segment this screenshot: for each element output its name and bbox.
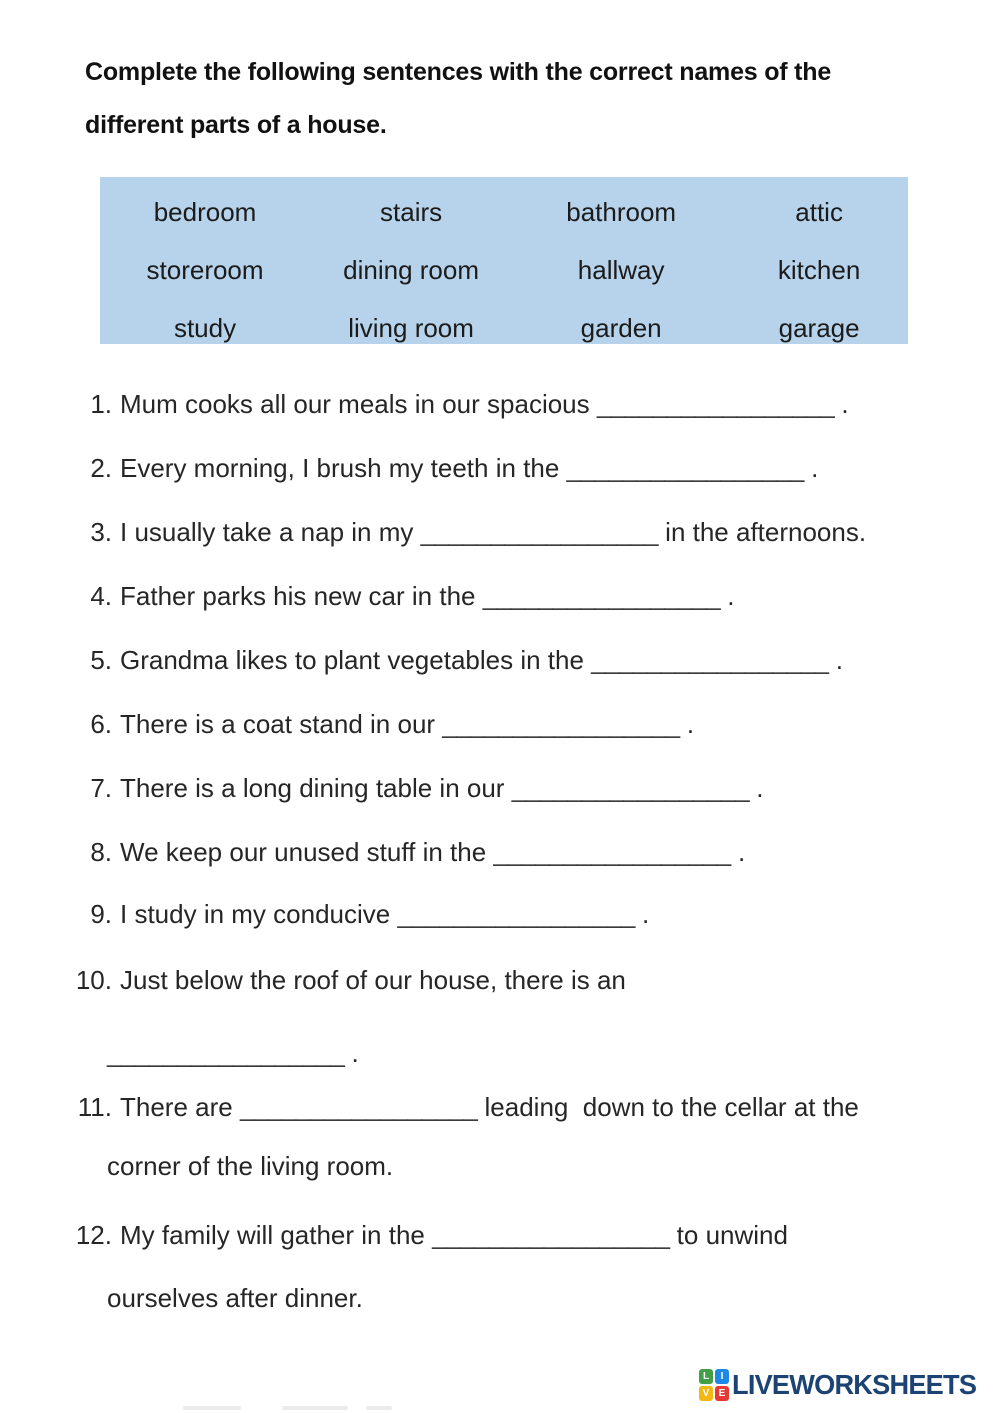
question-11-continuation: [107, 1151, 393, 1182]
answer-blank-5[interactable]: _________________: [591, 645, 829, 675]
question-text: corner of the living room.: [107, 1151, 394, 1181]
question-8: [0, 837, 745, 868]
answer-blank-9[interactable]: _________________: [397, 899, 635, 929]
word-bank-item: dining room: [343, 254, 479, 285]
answer-blank-10[interactable]: _________________: [107, 1038, 345, 1068]
question-number: 10.: [75, 965, 112, 995]
answer-blank-6[interactable]: _________________: [442, 709, 680, 739]
question-number: 6.: [90, 709, 112, 739]
question-text: Father parks his new car in the: [120, 581, 483, 611]
question-text: Every morning, I brush my teeth in the: [120, 453, 567, 483]
question-5: [0, 645, 843, 676]
logo-tile-l: L: [699, 1369, 713, 1384]
question-4: [0, 581, 735, 612]
question-7: [0, 773, 763, 804]
word-bank-item: living room: [348, 312, 474, 343]
question-number: 4.: [90, 581, 112, 611]
question-10-continuation: [107, 1038, 359, 1069]
answer-blank-7[interactable]: _________________: [511, 773, 750, 803]
question-6: [0, 709, 694, 740]
question-text: .: [634, 899, 650, 929]
question-text: ourselves after dinner.: [107, 1283, 363, 1313]
liveworksheets-tiles-icon: [699, 1369, 729, 1401]
question-number: 3.: [90, 517, 112, 547]
page-edge-artifact: [282, 1406, 348, 1410]
question-text: .: [803, 453, 819, 483]
answer-blank-11[interactable]: _________________: [239, 1092, 478, 1122]
question-text: in the afternoons.: [657, 517, 867, 547]
word-bank-item: garden: [580, 312, 662, 343]
liveworksheets-wordmark: LIVEWORKSHEETS: [732, 1369, 977, 1400]
answer-blank-2[interactable]: _________________: [566, 453, 804, 483]
question-text: We keep our unused stuff in the: [120, 837, 494, 867]
logo-tile-e: E: [715, 1386, 729, 1401]
question-text: I study in my conducive: [120, 899, 398, 929]
question-text: .: [834, 389, 849, 419]
question-12-continuation: [107, 1283, 363, 1314]
question-text: I usually take a nap in my: [120, 517, 421, 547]
answer-blank-1[interactable]: _________________: [596, 389, 835, 419]
word-bank-item: bathroom: [566, 196, 677, 227]
question-text: There is a coat stand in our: [120, 709, 443, 739]
word-bank-box: [100, 177, 908, 344]
question-text: .: [679, 709, 695, 739]
answer-blank-8[interactable]: _________________: [493, 837, 731, 867]
answer-blank-4[interactable]: _________________: [482, 581, 721, 611]
question-1: [0, 389, 849, 420]
question-text: There is a long dining table in our: [120, 773, 512, 803]
question-number: 8.: [90, 837, 112, 867]
page-edge-artifact: [183, 1406, 241, 1410]
page-edge-artifact: [366, 1406, 392, 1410]
question-10: [0, 965, 626, 996]
question-text: .: [720, 581, 735, 611]
answer-blank-3[interactable]: _________________: [420, 517, 658, 547]
question-9: [0, 899, 649, 930]
question-text: .: [344, 1038, 359, 1068]
answer-blank-12[interactable]: _________________: [432, 1220, 670, 1250]
question-text: .: [730, 837, 746, 867]
word-bank-item: study: [173, 312, 237, 343]
word-bank-item: hallway: [577, 254, 665, 285]
question-number: 5.: [90, 645, 112, 675]
question-number: 9.: [90, 899, 112, 929]
question-number: 1.: [90, 389, 112, 419]
word-bank-item: kitchen: [777, 254, 861, 285]
question-number: 12.: [75, 1220, 112, 1250]
question-number: 7.: [90, 773, 112, 803]
question-number: 11.: [77, 1092, 112, 1122]
word-bank-item: garage: [778, 312, 860, 343]
question-text: Grandma likes to plant vegetables in the: [120, 645, 592, 675]
question-number: 2.: [90, 453, 112, 483]
question-text: There are: [120, 1092, 240, 1122]
word-bank-item: stairs: [380, 196, 443, 227]
word-bank-item: attic: [795, 196, 843, 227]
question-text: to unwind: [669, 1220, 788, 1250]
question-text: leading down to the cellar at the: [477, 1092, 859, 1122]
word-bank-item: bedroom: [153, 196, 257, 227]
question-12: [0, 1220, 788, 1251]
instructions-line-2: different parts of a house.: [85, 111, 387, 139]
word-bank-item: storeroom: [146, 254, 264, 285]
question-text: Just below the roof of our house, there is an: [120, 965, 626, 995]
question-2: [0, 453, 818, 484]
question-text: .: [749, 773, 764, 803]
logo-tile-v: V: [699, 1386, 713, 1401]
question-text: Mum cooks all our meals in our spacious: [120, 389, 597, 419]
logo-tile-i: I: [715, 1369, 729, 1384]
question-text: .: [828, 645, 843, 675]
question-text: My family will gather in the: [120, 1220, 433, 1250]
question-3: [0, 517, 866, 548]
question-11: [0, 1092, 859, 1123]
instructions-line-1: Complete the following sentences with the correct names of the: [85, 58, 832, 86]
liveworksheets-logo[interactable]: [699, 1368, 984, 1402]
